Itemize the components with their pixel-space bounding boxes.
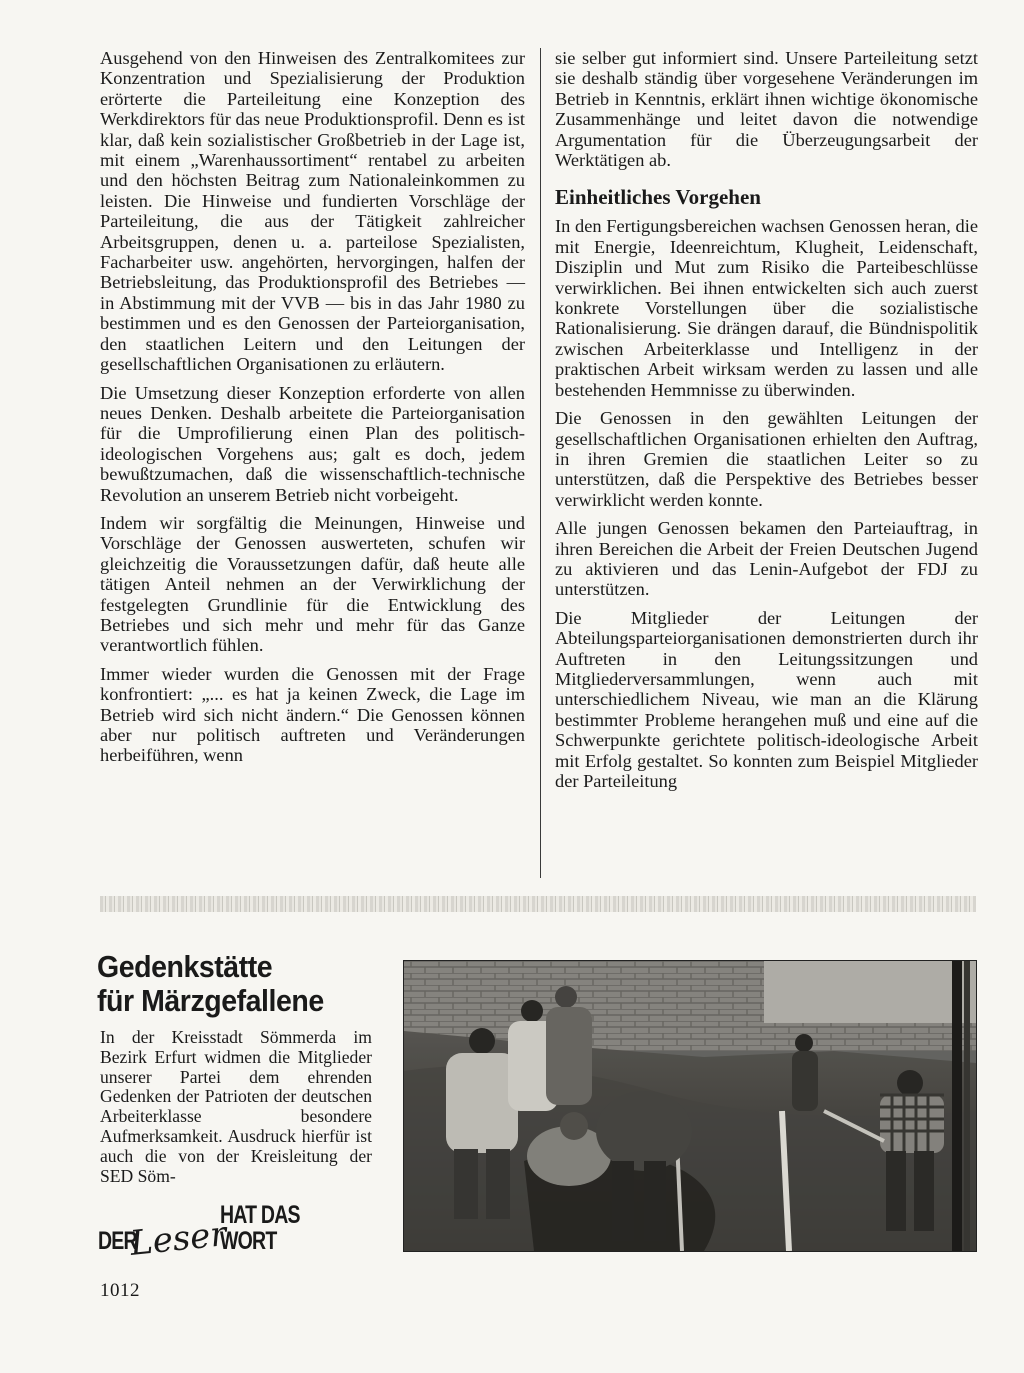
section-subheading: Einheitliches Vorgehen: [555, 185, 761, 210]
feature-teaser: In der Kreisstadt Sömmerda im Bezirk Erfurt widmen die Mitglieder unserer Partei dem ehrenden Gedenken der Patrioten der deutschen Arbeiterklasse besondere Aufmerksamkeit. Ausdruck hierfür ist auch die von der Kreisleitung der SED Söm-: [100, 1027, 372, 1186]
article-paragraph: Die Umsetzung dieser Konzeption erforderte von allen neues Denken. Deshalb arbeitete die Parteiorganisation für die Umprofilierung einen Plan des politisch-ideologischen Vorgehens aus; galt es doch, jedem bewußtzumachen, daß die wissenschaftlich-technische Revolution an unserem Betrieb nicht vorbeigeht.: [100, 382, 525, 505]
logo-script-word: Leser: [127, 1214, 229, 1264]
article-right-column: [555, 48, 978, 799]
page-number: 1012: [100, 1280, 140, 1301]
headline-line: für Märzgefallene: [97, 983, 324, 1018]
article-paragraph: Ausgehend von den Hinweisen des Zentralkomitees zur Konzentration und Spezialisierung der Produktion erörterte die Parteileitung eine Konzeption des Werkdirektors für das neue Produktionsprofil. Denn es ist klar, daß kein sozialistischer Großbetrieb in der Lage ist, mit einem „Warenhaussortiment“ rentabel zu arbeiten und den höchsten Beitrag zum Nationaleinkommen zu leisten. Die Hinweise und fundierten Vorschläge der Parteileitung, die aus der Tätigkeit zahlreicher Arbeitsgruppen, denen u. a. parteilose Spezialisten, Facharbeiter usw. angehörten, hervorgingen, halfen der Betriebsleitung, das Produktionsprofil des Betriebes — in Abstimmung mit der VVB — bis in das Jahr 1980 zu bestimmen und es den Genossen der Parteiorganisation, den staatlichen Leitern und den Leitungen der gesellschaftlichen Organisationen zu erläutern.: [100, 48, 525, 375]
column-divider: [540, 48, 541, 878]
photo-illustration: [404, 961, 976, 1251]
article-paragraph: Indem wir sorgfältig die Meinungen, Hinweise und Vorschläge der Genossen auswerteten, schufen wir gleichzeitig die Voraussetzungen dafür, daß heute alle tätigen Anteil nehmen an der Verwirklichung der festgelegten Grundlinie für die Entwicklung des Betriebes und sich mehr und mehr für das Ganze verantwortlich fühlen.: [100, 512, 525, 656]
reader-column-logo: [98, 1201, 368, 1264]
article-paragraph: Immer wieder wurden die Genossen mit der Frage konfrontiert: „... es hat ja keinen Zweck, die Lage im Betrieb wird sich nicht ändern.“ Die Genossen können aber nur politisch auftreten und Veränderungen herbeiführen, wenn: [100, 663, 525, 766]
article-paragraph: In den Fertigungsbereichen wachsen Genossen heran, die mit Energie, Ideenreichtum, Klugheit, Leidenschaft, Disziplin und Mut zum Risiko die Parteibeschlüsse verwirklichen. Bei ihnen entwickelten sich auch zuerst konkrete Vorstellungen über die sozialistische Rationalisierung. Sie drängen darauf, die Bündnispolitik zwischen Arbeiterklasse und Intelligenz in der praktischen Arbeit wirksam werden zu lassen und alle bestehenden Hemmnisse zu überwinden.: [555, 216, 978, 400]
feature-headline: [97, 950, 364, 1018]
article-paragraph: Die Genossen in den gewählten Leitungen der gesellschaftlichen Organisationen erhielten den Auftrag, in ihren Gremien die staatlichen Leiter so zu unterstützen, daß die Perspektive des Betriebes besser verwirklicht werden konnte.: [555, 408, 978, 510]
logo-word: HAT DAS WORT: [220, 1201, 301, 1255]
article-paragraph: sie selber gut informiert sind. Unsere Parteileitung setzt sie deshalb ständig über vorgesehene Veränderungen im Betrieb in Kenntnis, erklärt ihnen wichtige ökonomische Zusammenhänge und leitet davon die notwendige Argumentation für die Überzeugungsarbeit der Werktätigen ab.: [555, 48, 978, 171]
news-photo: [403, 960, 977, 1252]
headline-line: Gedenkstätte: [97, 949, 273, 984]
article-left-column: [100, 48, 525, 774]
article-paragraph: Die Mitglieder der Leitungen der Abteilungsparteiorganisationen demonstrierten durch ihr Auftreten in den Leitungssitzungen und Mitgliederversammlungen, wenn auch mit unterschiedlichem Niveau, wie man an die Klärung bestimmter Probleme herangehen muß und eine auf die Schwerpunkte gerichtete politisch-ideologische Arbeit mit Erfolg gestaltet. So konnten zum Beispiel Mitglieder der Parteileitung: [555, 607, 978, 791]
logo-word: DER: [98, 1227, 137, 1255]
article-paragraph: Alle jungen Genossen bekamen den Parteiauftrag, in ihren Bereichen die Arbeit der Freien Deutschen Jugend zu aktivieren und das Lenin-Aufgebot der FDJ zu unterstützen.: [555, 518, 978, 600]
section-separator: [100, 896, 976, 912]
